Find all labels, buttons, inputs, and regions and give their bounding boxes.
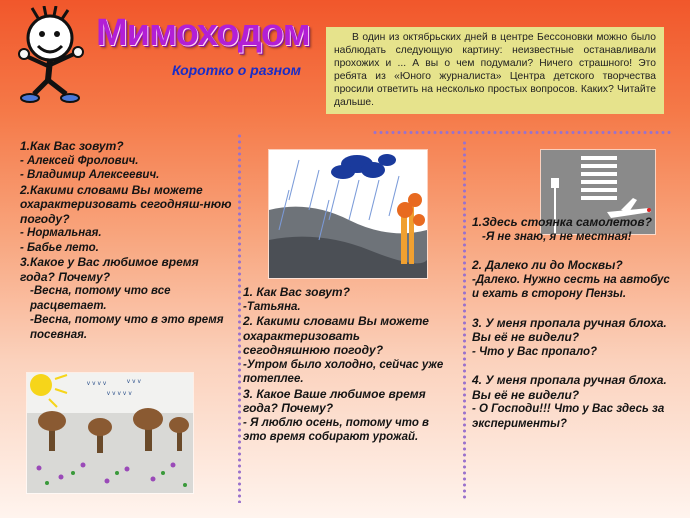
page-subtitle: Коротко о разном <box>172 62 302 78</box>
dotted-divider-top <box>372 130 672 135</box>
intro-box: В один из октябрьских дней в центре Бессоновки можно было наблюдать следующую картину: неизвестные останавливали прохожих и ... А вы о чем подумали? Ничего страшного! Это ребята из «Юного журналиста» Центра детского творчества просили ответить на несколько простых вопросов. Каких? Читайте дальше. <box>326 27 664 114</box>
left-answer-2a: - Нормальная. <box>20 227 102 239</box>
right-question-1: 1.Здесь стоянка самолетов? <box>472 215 652 229</box>
middle-question-3: 3. Какое Ваше любимое время года? Почему? <box>243 386 426 415</box>
mascot-illustration <box>14 6 94 106</box>
right-answer-3: - Что у Вас пропало? <box>472 345 598 358</box>
left-interview <box>20 139 232 342</box>
right-question-2: 2. Далеко ли до Москвы? <box>472 258 623 272</box>
middle-question-1: 1. Как Вас зовут? <box>243 285 350 299</box>
right-question-3: 3. У меня пропала ручная блоха. Вы её не видели? <box>472 315 667 344</box>
middle-answer-2: -Утром было холодно, сейчас уже потеплее. <box>243 358 444 385</box>
right-answer-2: -Далеко. Нужно сесть на автобус и ехать в сторону Пензы. <box>472 273 670 300</box>
svg-text:ᵛ ᵛ ᵛ ᵛ ᵛ: ᵛ ᵛ ᵛ ᵛ ᵛ <box>107 389 132 399</box>
left-question-3: 3.Какое у Вас любимое время года? Почему? <box>20 255 199 284</box>
right-interview <box>472 215 672 431</box>
middle-interview <box>243 285 448 445</box>
right-question-4: 4. У меня пропала ручная блоха. Вы её не видели? <box>472 373 667 402</box>
left-answer-1b: - Владимир Алексеевич. <box>20 169 160 181</box>
middle-answer-3: - Я люблю осень, потому что в это время собирают урожай. <box>243 416 429 443</box>
page-title: Мимоходом <box>96 12 310 54</box>
svg-text:ᵛ ᵛ ᵛ ᵛ: ᵛ ᵛ ᵛ ᵛ <box>87 379 107 389</box>
middle-answer-1: -Татьяна. <box>243 300 301 313</box>
right-answer-1: -Я не знаю, я не местная! <box>482 230 632 243</box>
left-answer-1a: - Алексей Фролович. <box>20 154 139 167</box>
left-answer-3b: -Весна, потому что в это время посевная. <box>30 314 224 341</box>
left-answer-3a: -Весна, потому что все расцветает. <box>30 285 171 312</box>
left-question-1: 1.Как Вас зовут? <box>20 139 124 153</box>
left-question-2: 2.Какими словами Вы можете охарактеризовать сегодняш-нюю погоду? <box>20 182 232 226</box>
left-answer-2b: - Бабье лето. <box>20 241 99 254</box>
rain-drawing <box>269 150 427 278</box>
spring-drawing <box>27 373 193 493</box>
dotted-divider-right <box>462 140 467 500</box>
svg-text:ᵛ ᵛ ᵛ: ᵛ ᵛ ᵛ <box>127 377 141 387</box>
middle-question-2: 2. Какими словами Вы можете охарактеризовать сегодняшнюю погоду? <box>243 314 429 357</box>
dotted-divider-middle <box>237 133 242 503</box>
right-answer-4: - О Господи!!! Что у Вас здесь за эксперименты? <box>472 403 665 430</box>
